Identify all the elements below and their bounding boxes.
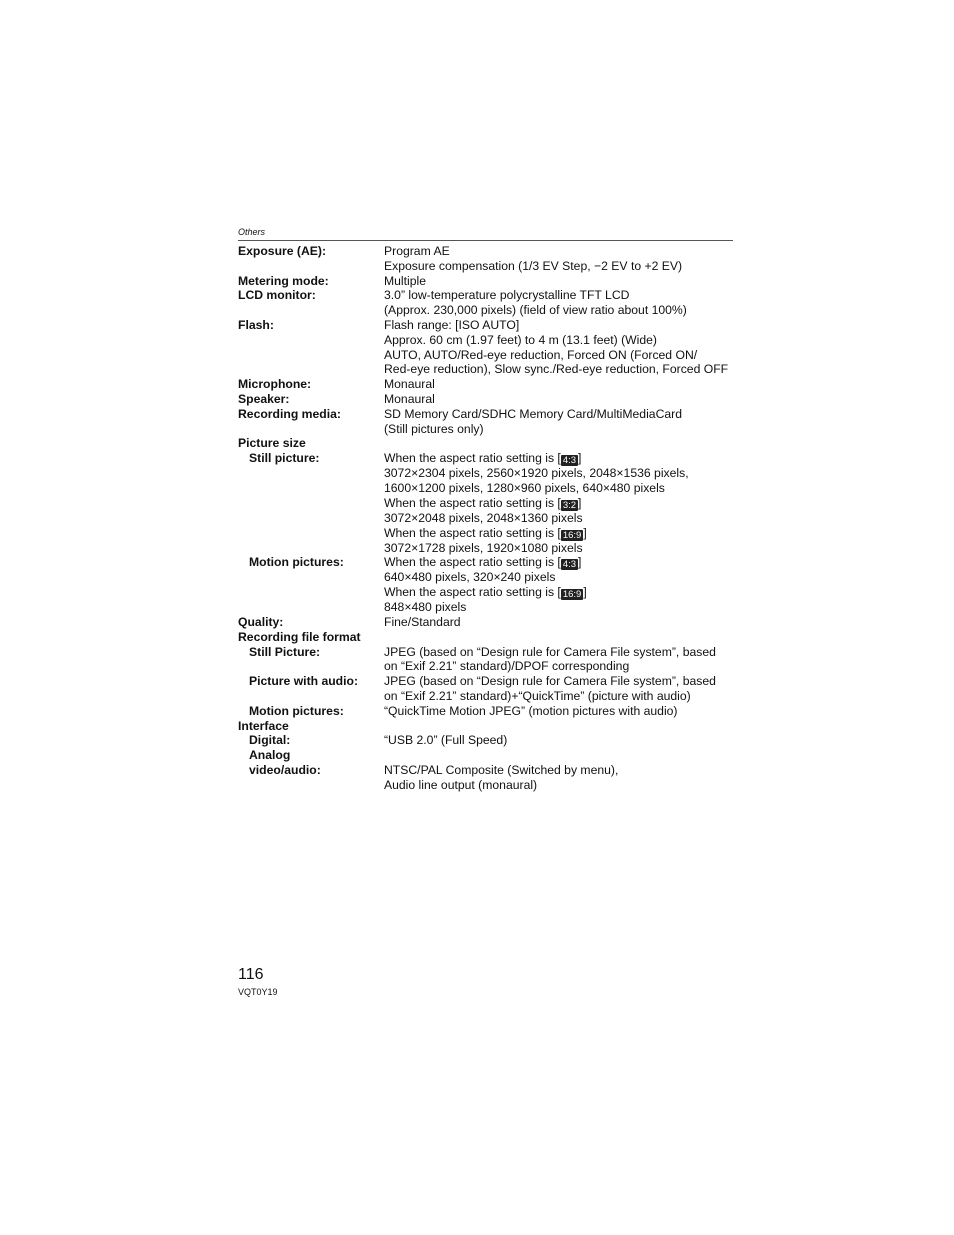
spec-key: LCD monitor: bbox=[238, 288, 316, 303]
spec-value bbox=[384, 451, 738, 555]
spec-value bbox=[384, 274, 738, 289]
spec-value bbox=[384, 392, 738, 407]
spec-line: 3.0” low-temperature polycrystalline TFT LCD bbox=[384, 288, 630, 303]
spec-key: Exposure (AE): bbox=[238, 244, 327, 258]
spec-lcd bbox=[238, 288, 738, 318]
aspect-prefix: When the aspect ratio setting is [ bbox=[384, 495, 561, 510]
section-label: Others bbox=[238, 227, 266, 237]
spec-motion-pictures-size bbox=[238, 555, 738, 615]
spec-key: Speaker: bbox=[238, 391, 290, 406]
spec-key: Microphone: bbox=[238, 377, 312, 392]
spec-line: 1600×1200 pixels, 1280×960 pixels, 640×480 pixels bbox=[384, 480, 665, 495]
spec-key: Picture with audio: bbox=[249, 674, 359, 689]
aspect-ratio-line bbox=[384, 585, 738, 600]
spec-key: Quality: bbox=[238, 614, 284, 629]
spec-file-audio bbox=[238, 674, 738, 704]
spec-line: NTSC/PAL Composite (Switched by menu), bbox=[384, 762, 619, 777]
spec-line: Audio line output (monaural) bbox=[384, 777, 538, 792]
spec-value bbox=[384, 288, 738, 318]
aspect-4-3-icon: 4:3 bbox=[562, 559, 577, 571]
spec-line: Approx. 60 cm (1.97 feet) to 4 m (13.1 feet) (Wide) bbox=[384, 332, 657, 347]
spec-line: on “Exif 2.21” standard)/DPOF corresponding bbox=[384, 659, 630, 674]
spec-value bbox=[384, 704, 738, 719]
aspect-3-2-icon: 3:2 bbox=[562, 499, 577, 511]
spec-group-heading: Picture size bbox=[238, 436, 306, 451]
spec-line: JPEG (based on “Design rule for Camera File system”, based bbox=[384, 674, 716, 689]
spec-metering bbox=[238, 274, 738, 289]
spec-key: Motion pictures: bbox=[249, 703, 344, 718]
aspect-16-9-icon: 16:9 bbox=[562, 529, 582, 541]
spec-value bbox=[384, 748, 738, 792]
aspect-ratio-line bbox=[384, 555, 738, 570]
spec-line: 3072×1728 pixels, 1920×1080 pixels bbox=[384, 540, 583, 555]
spec-value bbox=[384, 407, 738, 437]
spec-group-heading: Interface bbox=[238, 718, 289, 733]
aspect-4-3-icon: 4:3 bbox=[562, 455, 577, 467]
spec-still-picture bbox=[238, 451, 738, 555]
spec-exposure bbox=[238, 244, 738, 274]
spec-key: Still picture: bbox=[249, 451, 320, 466]
aspect-prefix: When the aspect ratio setting is [ bbox=[384, 585, 561, 600]
spec-line: AUTO, AUTO/Red-eye reduction, Forced ON (Forced ON/ bbox=[384, 347, 698, 362]
aspect-suffix: ] bbox=[583, 585, 587, 600]
header-rule bbox=[238, 240, 733, 241]
spec-key: Flash: bbox=[238, 317, 274, 332]
spec-line: 3072×2048 pixels, 2048×1360 pixels bbox=[384, 510, 583, 525]
spec-quality bbox=[238, 615, 738, 630]
spec-key bbox=[238, 748, 384, 792]
aspect-prefix: When the aspect ratio setting is [ bbox=[384, 555, 561, 570]
spec-line: Program AE bbox=[384, 244, 450, 258]
spec-microphone bbox=[238, 377, 738, 392]
spec-key: Still Picture: bbox=[249, 644, 321, 659]
spec-value bbox=[384, 645, 738, 675]
aspect-ratio-line bbox=[384, 496, 738, 511]
spec-key-line: Analog bbox=[249, 748, 291, 763]
spec-value bbox=[384, 244, 738, 274]
spec-picture-size-heading bbox=[238, 436, 738, 451]
spec-interface-analog bbox=[238, 748, 738, 792]
spec-line: Monaural bbox=[384, 391, 435, 406]
spec-line bbox=[384, 748, 738, 763]
spec-group-heading: Recording file format bbox=[238, 629, 361, 644]
aspect-suffix: ] bbox=[578, 451, 582, 466]
spec-line: Red-eye reduction), Slow sync./Red-eye reduction, Forced OFF bbox=[384, 362, 729, 377]
spec-value bbox=[384, 555, 738, 615]
spec-interface-heading bbox=[238, 719, 738, 734]
spec-file-format-heading bbox=[238, 630, 738, 645]
spec-interface-digital bbox=[238, 733, 738, 748]
spec-line: on “Exif 2.21” standard)+“QuickTime” (picture with audio) bbox=[384, 688, 691, 703]
aspect-suffix: ] bbox=[578, 555, 582, 570]
spec-value bbox=[384, 377, 738, 392]
specifications-list bbox=[238, 244, 738, 793]
spec-key: Motion pictures: bbox=[249, 555, 344, 570]
spec-line: Exposure compensation (1/3 EV Step, −2 EV to +2 EV) bbox=[384, 258, 683, 273]
spec-flash bbox=[238, 318, 738, 377]
spec-key: Metering mode: bbox=[238, 273, 329, 288]
spec-key: Digital: bbox=[249, 733, 291, 748]
spec-line: 3072×2304 pixels, 2560×1920 pixels, 2048×1536 pixels, bbox=[384, 466, 689, 481]
aspect-suffix: ] bbox=[578, 495, 582, 510]
spec-key: Recording media: bbox=[238, 406, 341, 421]
spec-value bbox=[384, 733, 738, 748]
spec-line: “QuickTime Motion JPEG” (motion pictures with audio) bbox=[384, 703, 678, 718]
spec-line: 640×480 pixels, 320×240 pixels bbox=[384, 570, 556, 585]
aspect-suffix: ] bbox=[583, 525, 587, 540]
aspect-prefix: When the aspect ratio setting is [ bbox=[384, 451, 561, 466]
spec-line: Flash range: [ISO AUTO] bbox=[384, 317, 520, 332]
spec-line: Fine/Standard bbox=[384, 614, 461, 629]
spec-line: 848×480 pixels bbox=[384, 600, 467, 615]
spec-value bbox=[384, 318, 738, 377]
spec-value bbox=[384, 674, 738, 704]
spec-file-motion bbox=[238, 704, 738, 719]
spec-line: Multiple bbox=[384, 273, 426, 288]
spec-recording-media bbox=[238, 407, 738, 437]
spec-line: Monaural bbox=[384, 377, 435, 392]
spec-value bbox=[384, 615, 738, 630]
spec-line: “USB 2.0” (Full Speed) bbox=[384, 733, 508, 748]
spec-file-still bbox=[238, 645, 738, 675]
aspect-prefix: When the aspect ratio setting is [ bbox=[384, 525, 561, 540]
spec-line: (Still pictures only) bbox=[384, 421, 484, 436]
page-number: 116 bbox=[238, 966, 264, 983]
spec-line: JPEG (based on “Design rule for Camera File system”, based bbox=[384, 644, 716, 659]
document-code: VQT0Y19 bbox=[238, 987, 278, 997]
aspect-16-9-icon: 16:9 bbox=[562, 589, 582, 601]
spec-line: SD Memory Card/SDHC Memory Card/MultiMediaCard bbox=[384, 406, 682, 421]
aspect-ratio-line bbox=[384, 526, 738, 541]
spec-speaker bbox=[238, 392, 738, 407]
aspect-ratio-line bbox=[384, 451, 738, 466]
spec-line: (Approx. 230,000 pixels) (field of view ratio about 100%) bbox=[384, 303, 687, 318]
spec-key-line: video/audio: bbox=[249, 762, 321, 777]
